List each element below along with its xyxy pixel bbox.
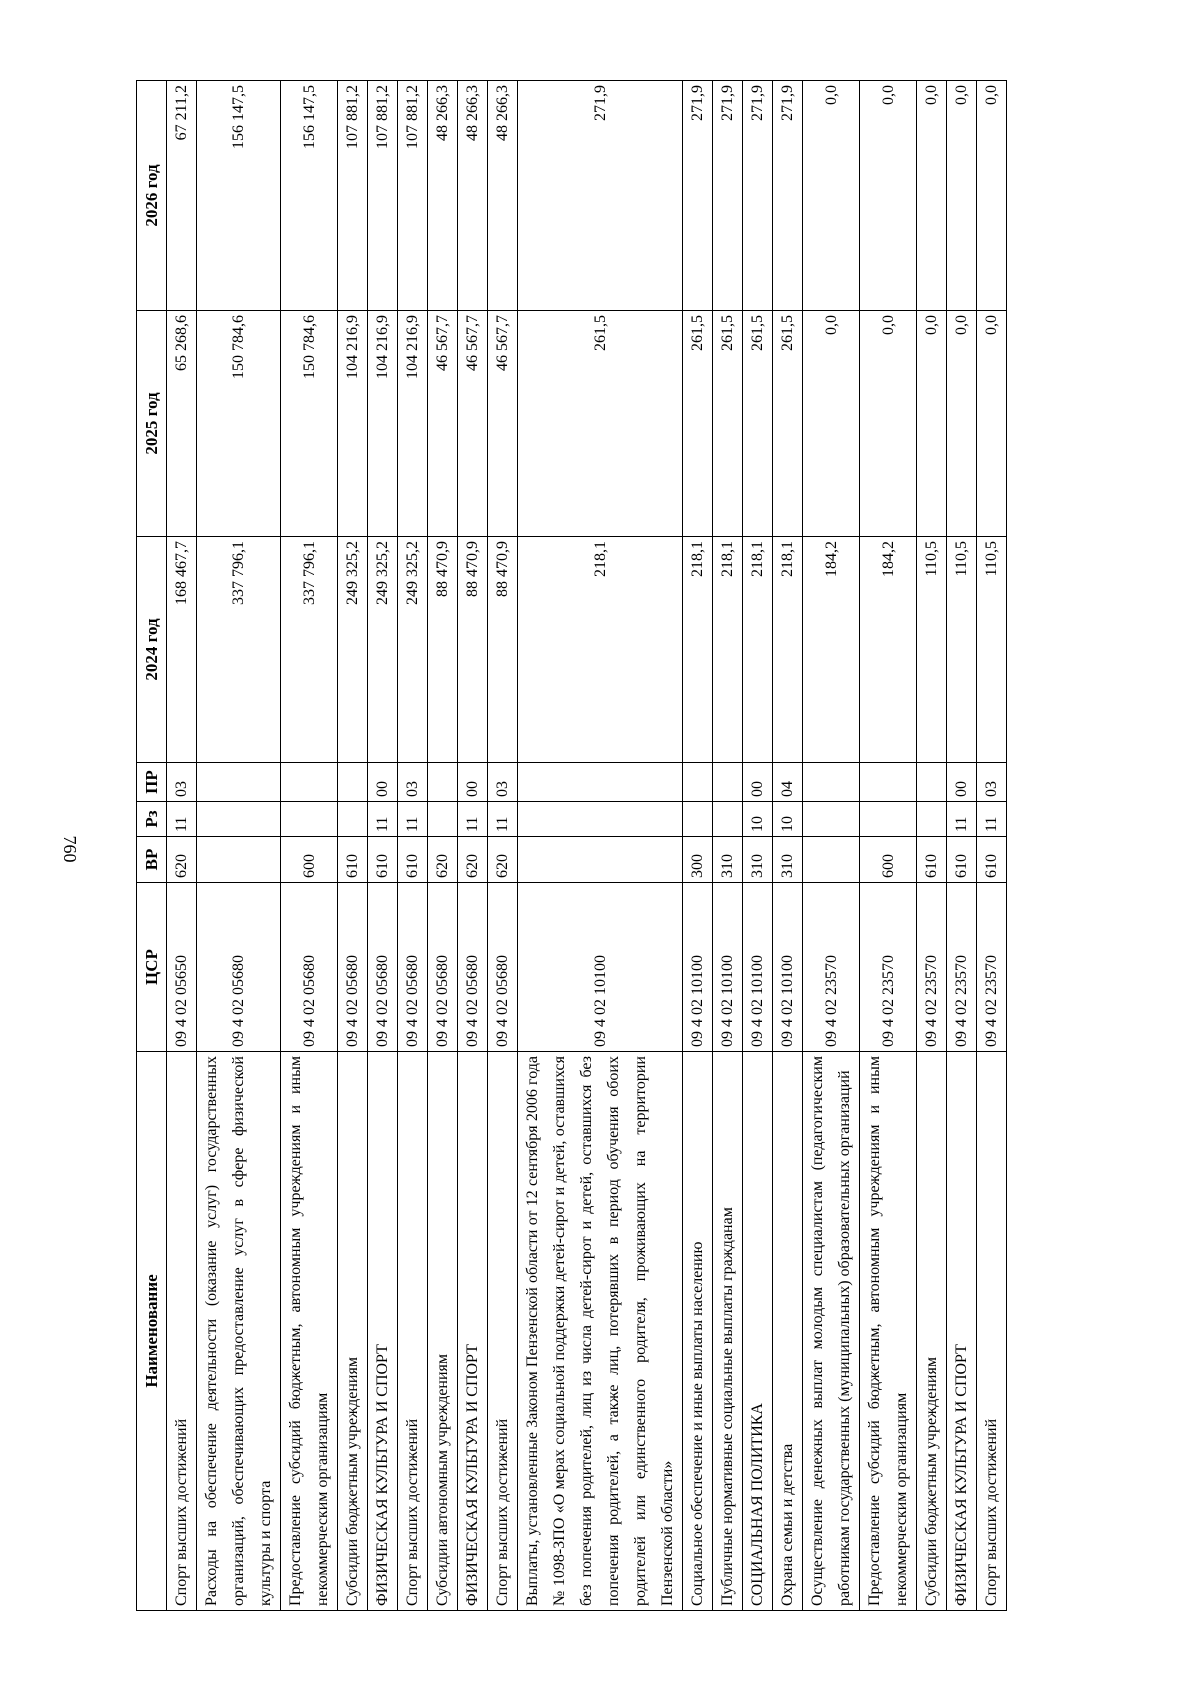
cell-y2024: 184,2	[803, 537, 860, 763]
cell-name: Спорт высших достижений	[167, 1052, 197, 1611]
cell-y2026: 271,9	[773, 81, 803, 311]
header-2026: 2026 год	[137, 81, 167, 311]
cell-y2025: 261,5	[683, 311, 713, 537]
cell-vr: 610	[917, 837, 947, 883]
cell-csr: 09 4 02 10100	[683, 883, 713, 1052]
cell-y2024: 110,5	[977, 537, 1007, 763]
cell-vr: 620	[428, 837, 458, 883]
table-row	[338, 81, 368, 1611]
cell-rz: 11	[167, 802, 197, 837]
table-row	[860, 81, 917, 1611]
header-2025: 2025 год	[137, 311, 167, 537]
cell-rz: 11	[398, 802, 428, 837]
table-row	[977, 81, 1007, 1611]
cell-name: СОЦИАЛЬНАЯ ПОЛИТИКА	[743, 1052, 773, 1611]
cell-rz: 11	[947, 802, 977, 837]
cell-name: Субсидии бюджетным учреждениям	[338, 1052, 368, 1611]
cell-y2026: 107 881,2	[398, 81, 428, 311]
table-row	[917, 81, 947, 1611]
cell-pr: 03	[398, 763, 428, 802]
cell-name: Предоставление субсидий бюджетным, автономным учреждениям и иным некоммерческим организациям	[860, 1052, 917, 1611]
cell-y2026: 67 211,2	[167, 81, 197, 311]
cell-name: Спорт высших достижений	[977, 1052, 1007, 1611]
cell-name: Социальное обеспечение и иные выплаты населению	[683, 1052, 713, 1611]
cell-y2024: 218,1	[773, 537, 803, 763]
cell-csr: 09 4 02 10100	[773, 883, 803, 1052]
cell-csr: 09 4 02 05680	[197, 883, 281, 1052]
cell-name: ФИЗИЧЕСКАЯ КУЛЬТУРА И СПОРТ	[947, 1052, 977, 1611]
header-name: Наименование	[137, 1052, 167, 1611]
cell-vr	[803, 837, 860, 883]
cell-rz	[803, 802, 860, 837]
table-row	[281, 81, 338, 1611]
cell-vr	[518, 837, 683, 883]
cell-y2024: 88 470,9	[488, 537, 518, 763]
cell-y2024: 249 325,2	[368, 537, 398, 763]
cell-pr	[428, 763, 458, 802]
cell-y2025: 261,5	[518, 311, 683, 537]
table-row	[713, 81, 743, 1611]
cell-rz	[518, 802, 683, 837]
cell-vr: 620	[167, 837, 197, 883]
cell-vr: 610	[368, 837, 398, 883]
cell-y2026: 48 266,3	[458, 81, 488, 311]
cell-csr: 09 4 02 10100	[518, 883, 683, 1052]
cell-rz	[338, 802, 368, 837]
cell-csr: 09 4 02 10100	[743, 883, 773, 1052]
cell-y2026: 271,9	[518, 81, 683, 311]
cell-rz: 10	[743, 802, 773, 837]
cell-vr: 310	[773, 837, 803, 883]
cell-y2026: 48 266,3	[428, 81, 458, 311]
header-row	[137, 81, 167, 1611]
cell-csr: 09 4 02 23570	[917, 883, 947, 1052]
table-row	[488, 81, 518, 1611]
cell-pr	[683, 763, 713, 802]
header-2024: 2024 год	[137, 537, 167, 763]
cell-rz: 11	[368, 802, 398, 837]
cell-csr: 09 4 02 23570	[947, 883, 977, 1052]
cell-pr	[860, 763, 917, 802]
cell-pr: 04	[773, 763, 803, 802]
cell-name: Спорт высших достижений	[488, 1052, 518, 1611]
cell-y2024: 88 470,9	[458, 537, 488, 763]
cell-pr	[281, 763, 338, 802]
cell-vr: 300	[683, 837, 713, 883]
cell-name: Осуществление денежных выплат молодым специалистам (педагогическим работникам государственных (муниципальных) образовательных организаций	[803, 1052, 860, 1611]
cell-y2024: 184,2	[860, 537, 917, 763]
cell-rz	[428, 802, 458, 837]
cell-vr: 620	[488, 837, 518, 883]
cell-vr: 610	[338, 837, 368, 883]
cell-y2025: 0,0	[977, 311, 1007, 537]
cell-y2026: 0,0	[947, 81, 977, 311]
cell-y2024: 218,1	[518, 537, 683, 763]
cell-y2026: 0,0	[917, 81, 947, 311]
cell-y2024: 337 796,1	[281, 537, 338, 763]
cell-y2025: 261,5	[713, 311, 743, 537]
cell-y2024: 249 325,2	[398, 537, 428, 763]
cell-vr	[197, 837, 281, 883]
cell-csr: 09 4 02 05680	[368, 883, 398, 1052]
cell-name: Выплаты, установленные Законом Пензенской области от 12 сентября 2006 года № 1098-ЗПО «О мерах социальной поддержки детей-сирот и детей, оставшихся без попечения родителей, лиц из числа детей-сирот и детей, оставшихся без попечения родителей, а также лиц, потерявших в период обучения обоих родителей или единственного родителя, проживающих на территории Пензенской области»	[518, 1052, 683, 1611]
table-row	[773, 81, 803, 1611]
table-row	[803, 81, 860, 1611]
cell-pr: 03	[167, 763, 197, 802]
cell-vr: 620	[458, 837, 488, 883]
cell-rz	[860, 802, 917, 837]
table-row	[458, 81, 488, 1611]
page-number: 760	[60, 835, 80, 863]
cell-csr: 09 4 02 10100	[713, 883, 743, 1052]
cell-y2026: 107 881,2	[338, 81, 368, 311]
cell-rz	[683, 802, 713, 837]
cell-vr: 310	[713, 837, 743, 883]
cell-y2025: 46 567,7	[428, 311, 458, 537]
cell-y2025: 150 784,6	[197, 311, 281, 537]
cell-rz: 11	[977, 802, 1007, 837]
cell-pr	[338, 763, 368, 802]
table-row	[683, 81, 713, 1611]
cell-y2026: 107 881,2	[368, 81, 398, 311]
cell-y2025: 104 216,9	[338, 311, 368, 537]
cell-name: Субсидии автономным учреждениям	[428, 1052, 458, 1611]
cell-name: Субсидии бюджетным учреждениям	[917, 1052, 947, 1611]
cell-name: Охрана семьи и детства	[773, 1052, 803, 1611]
cell-y2024: 218,1	[713, 537, 743, 763]
cell-pr	[713, 763, 743, 802]
cell-csr: 09 4 02 05680	[458, 883, 488, 1052]
rotated-table-container	[136, 81, 1068, 1611]
cell-pr	[197, 763, 281, 802]
cell-pr: 00	[458, 763, 488, 802]
cell-name: ФИЗИЧЕСКАЯ КУЛЬТУРА И СПОРТ	[368, 1052, 398, 1611]
table-row	[167, 81, 197, 1611]
cell-name: Спорт высших достижений	[398, 1052, 428, 1611]
cell-y2026: 0,0	[860, 81, 917, 311]
cell-y2025: 0,0	[947, 311, 977, 537]
cell-pr: 03	[488, 763, 518, 802]
cell-rz: 10	[773, 802, 803, 837]
cell-csr: 09 4 02 05680	[281, 883, 338, 1052]
cell-vr: 600	[860, 837, 917, 883]
cell-y2025: 65 268,6	[167, 311, 197, 537]
cell-vr: 610	[977, 837, 1007, 883]
cell-y2025: 0,0	[917, 311, 947, 537]
table-row	[947, 81, 977, 1611]
cell-y2024: 88 470,9	[428, 537, 458, 763]
cell-y2024: 110,5	[917, 537, 947, 763]
cell-y2024: 249 325,2	[338, 537, 368, 763]
cell-y2025: 104 216,9	[368, 311, 398, 537]
cell-name: Публичные нормативные социальные выплаты гражданам	[713, 1052, 743, 1611]
cell-csr: 09 4 02 23570	[977, 883, 1007, 1052]
table-row	[743, 81, 773, 1611]
cell-pr: 00	[368, 763, 398, 802]
cell-y2026: 271,9	[713, 81, 743, 311]
cell-vr: 600	[281, 837, 338, 883]
table-row	[518, 81, 683, 1611]
cell-csr: 09 4 02 05680	[488, 883, 518, 1052]
cell-pr	[803, 763, 860, 802]
table-row	[368, 81, 398, 1611]
cell-csr: 09 4 02 05680	[428, 883, 458, 1052]
cell-y2025: 0,0	[803, 311, 860, 537]
cell-pr	[518, 763, 683, 802]
cell-y2025: 0,0	[860, 311, 917, 537]
budget-table	[136, 80, 1007, 1611]
cell-name: Расходы на обеспечение деятельности (оказание услуг) государственных организаций, обеспечивающих предоставление услуг в сфере физической культуры и спорта	[197, 1052, 281, 1611]
cell-rz: 11	[488, 802, 518, 837]
cell-csr: 09 4 02 23570	[860, 883, 917, 1052]
header-csr: ЦСР	[137, 883, 167, 1052]
cell-y2025: 46 567,7	[458, 311, 488, 537]
cell-y2025: 261,5	[743, 311, 773, 537]
cell-pr: 00	[947, 763, 977, 802]
cell-y2025: 104 216,9	[398, 311, 428, 537]
table-row	[197, 81, 281, 1611]
header-vr: ВР	[137, 837, 167, 883]
cell-pr: 03	[977, 763, 1007, 802]
header-rz: Рз	[137, 802, 167, 837]
cell-rz	[281, 802, 338, 837]
cell-y2025: 261,5	[773, 311, 803, 537]
cell-vr: 610	[398, 837, 428, 883]
cell-y2024: 337 796,1	[197, 537, 281, 763]
table-body	[167, 81, 1007, 1611]
cell-csr: 09 4 02 05680	[398, 883, 428, 1052]
cell-vr: 610	[947, 837, 977, 883]
cell-pr	[917, 763, 947, 802]
cell-pr: 00	[743, 763, 773, 802]
cell-name: Предоставление субсидий бюджетным, автономным учреждениям и иным некоммерческим организациям	[281, 1052, 338, 1611]
cell-rz: 11	[458, 802, 488, 837]
cell-y2025: 150 784,6	[281, 311, 338, 537]
cell-y2026: 156 147,5	[197, 81, 281, 311]
cell-y2026: 271,9	[683, 81, 713, 311]
cell-csr: 09 4 02 05650	[167, 883, 197, 1052]
table-row	[398, 81, 428, 1611]
header-pr: ПР	[137, 763, 167, 802]
cell-name: ФИЗИЧЕСКАЯ КУЛЬТУРА И СПОРТ	[458, 1052, 488, 1611]
cell-y2026: 271,9	[743, 81, 773, 311]
cell-y2026: 156 147,5	[281, 81, 338, 311]
cell-y2025: 46 567,7	[488, 311, 518, 537]
cell-y2024: 218,1	[683, 537, 713, 763]
cell-y2026: 48 266,3	[488, 81, 518, 311]
cell-rz	[713, 802, 743, 837]
cell-csr: 09 4 02 23570	[803, 883, 860, 1052]
cell-csr: 09 4 02 05680	[338, 883, 368, 1052]
cell-y2024: 168 467,7	[167, 537, 197, 763]
table-row	[428, 81, 458, 1611]
cell-vr: 310	[743, 837, 773, 883]
cell-y2024: 110,5	[947, 537, 977, 763]
cell-y2026: 0,0	[977, 81, 1007, 311]
cell-rz	[917, 802, 947, 837]
cell-y2024: 218,1	[743, 537, 773, 763]
cell-y2026: 0,0	[803, 81, 860, 311]
cell-rz	[197, 802, 281, 837]
